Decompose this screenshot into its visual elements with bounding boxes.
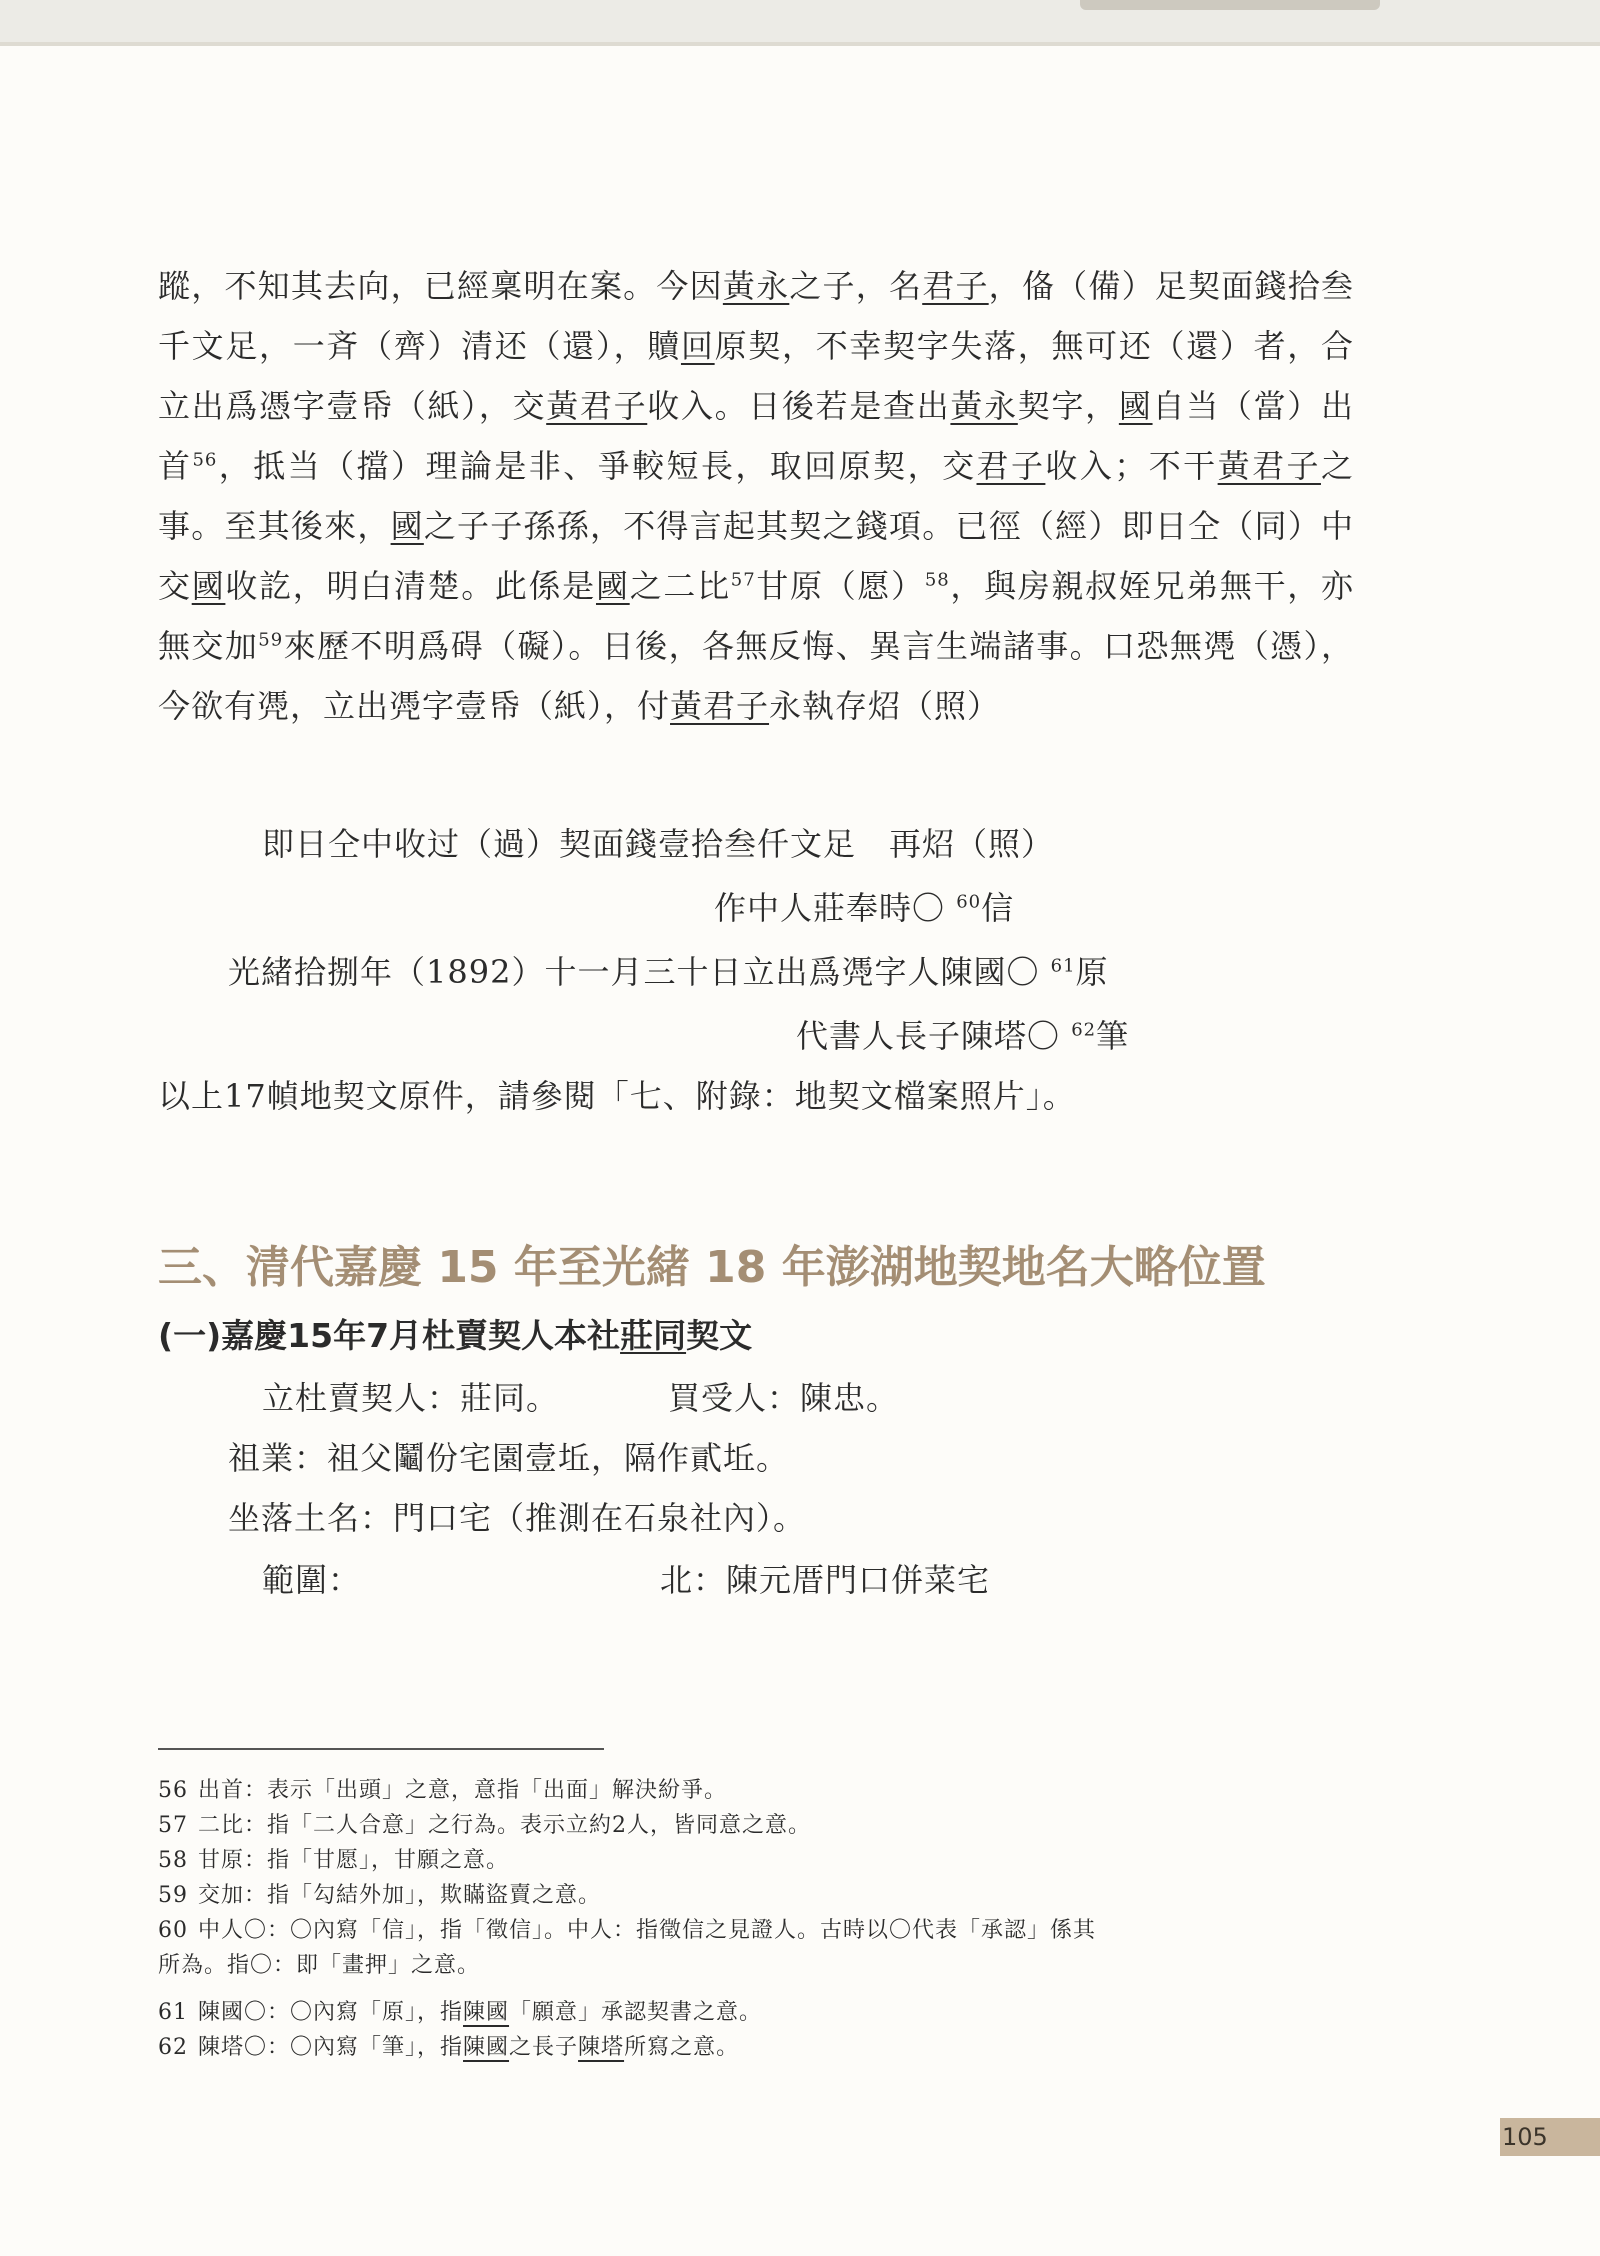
section-title: 三、清代嘉慶 15 年至光緒 18 年澎湖地契地名大略位置	[158, 1242, 1266, 1293]
underlined-name: 國	[191, 567, 226, 605]
underlined-name: 陳國	[463, 2035, 510, 2060]
footnote-60: 60 中人〇：〇內寫「信」，指「徵信」。中人：指徵信之見證人。古時以〇代表「承認」係其	[158, 1918, 1097, 1943]
footnote-ref: 61	[1050, 955, 1076, 977]
underlined-name: 黃永	[950, 387, 1018, 425]
footnote-62: 62 陳塔〇：〇內寫「筆」，指陳國之長子陳塔所寫之意。	[158, 2035, 740, 2060]
subsection-title: (一)嘉慶15年7月杜賣契人本社莊同契文	[158, 1316, 753, 1355]
footnote-58: 58 甘原：指「甘愿」，甘願之意。	[158, 1848, 510, 1873]
underlined-name: 黃君子	[670, 687, 770, 725]
underlined-name: 君子	[922, 267, 989, 305]
date-signature-line: 光緒拾捌年（1892）十一月三十日立出爲凴字人陳國〇 $^{61}$原	[228, 953, 1109, 991]
footnote-57: 57 二比：指「二人合意」之行為。表示立約2人，皆同意之意。	[158, 1813, 811, 1838]
footnote-56: 56 出首：表示「出頭」之意，意指「出面」解決紛爭。	[158, 1778, 728, 1803]
footnote-61: 61 陳國〇：〇內寫「原」，指陳國「願意」承認契書之意。	[158, 2000, 763, 2025]
deed-location: 坐落土名：門口宅（推測在石泉社內）。	[228, 1499, 807, 1537]
underlined-name: 陳國	[463, 2000, 510, 2025]
underlined-name: 黃君子	[546, 387, 648, 425]
page-number: 105	[1502, 2123, 1548, 2151]
footnote-ref: 58	[924, 569, 950, 591]
underlined-name: 國	[595, 567, 630, 605]
underlined-name: 陳塔	[578, 2035, 625, 2060]
appendix-note: 以上17幀地契文原件，請參閱「七、附錄：地契文檔案照片」。	[158, 1077, 1076, 1115]
footnote-ref: 62	[1071, 1019, 1097, 1041]
deed-buyer: 買受人：陳忠。	[668, 1379, 900, 1417]
underlined-name: 回	[680, 327, 715, 365]
footnote-rule	[158, 1748, 604, 1750]
witness-line: 作中人莊奉時〇 $^{60}$信	[714, 889, 1015, 927]
footnote-ref: 59	[258, 629, 284, 651]
deed-seller: 立杜賣契人：莊同。	[262, 1379, 560, 1417]
deed-paragraph: 蹤，不知其去向，已經稟明在案。今因黃永之子，名君子，俻（備）足契面錢拾叁千文足，一斉（齊）清还（還），贖回原契，不幸契字失落，無可还（還）者，合立出爲憑字壹帋（紙），交黃君子收入。日後若是查出黃永契字，國自当（當）出首$^{56}$，抵当（擋）理論是非、爭較短長，取回原契，交君子收入；不干黃君子之事。至其後來，國之子子孫孫，不得言起其契之錢項。已徑（經）即日仝（同）中交國收訖，明白清楚。此係是國之二比$^{57}$甘原（愿）$^{58}$，與房親叔姪兄弟無干，亦無交加$^{59}$來歷不明爲碍（礙）。日後，各無反悔、異言生端諸事。口恐無凴（憑），今欲有凴，立出凴字壹帋（紙），付黃君子永執存炤（照）	[158, 267, 1354, 725]
footnote-59: 59 交加：指「勾結外加」，欺瞞盜賣之意。	[158, 1883, 602, 1908]
underlined-name: 國	[1118, 387, 1153, 425]
scribe-line: 代書人長子陳塔〇 $^{62}$筆	[796, 1017, 1130, 1055]
receipt-line: 即日仝中收过（過）契面錢壹拾叁仟文足 再炤（照）	[262, 825, 1055, 863]
deed-bounds-label: 範圍：	[262, 1561, 362, 1599]
footnote-60-continued: 所為。指〇：即「畫押」之意。	[158, 1953, 481, 1978]
footnote-ref: 56	[192, 449, 218, 471]
scan-top-mark	[1080, 0, 1380, 10]
underlined-name: 黃永	[722, 267, 790, 305]
underlined-name: 國	[390, 507, 424, 545]
underlined-name: 黃君子	[1217, 447, 1321, 485]
deed-bound-north: 北：陳元厝門口併菜宅	[660, 1561, 991, 1599]
footnote-ref: 60	[956, 891, 982, 913]
underlined-name: 莊同	[620, 1316, 687, 1355]
deed-property: 祖業：祖父鬮份宅園壹坵，隔作貳坵。	[228, 1439, 790, 1477]
footnote-ref: 57	[730, 569, 756, 591]
underlined-name: 君子	[976, 447, 1046, 485]
